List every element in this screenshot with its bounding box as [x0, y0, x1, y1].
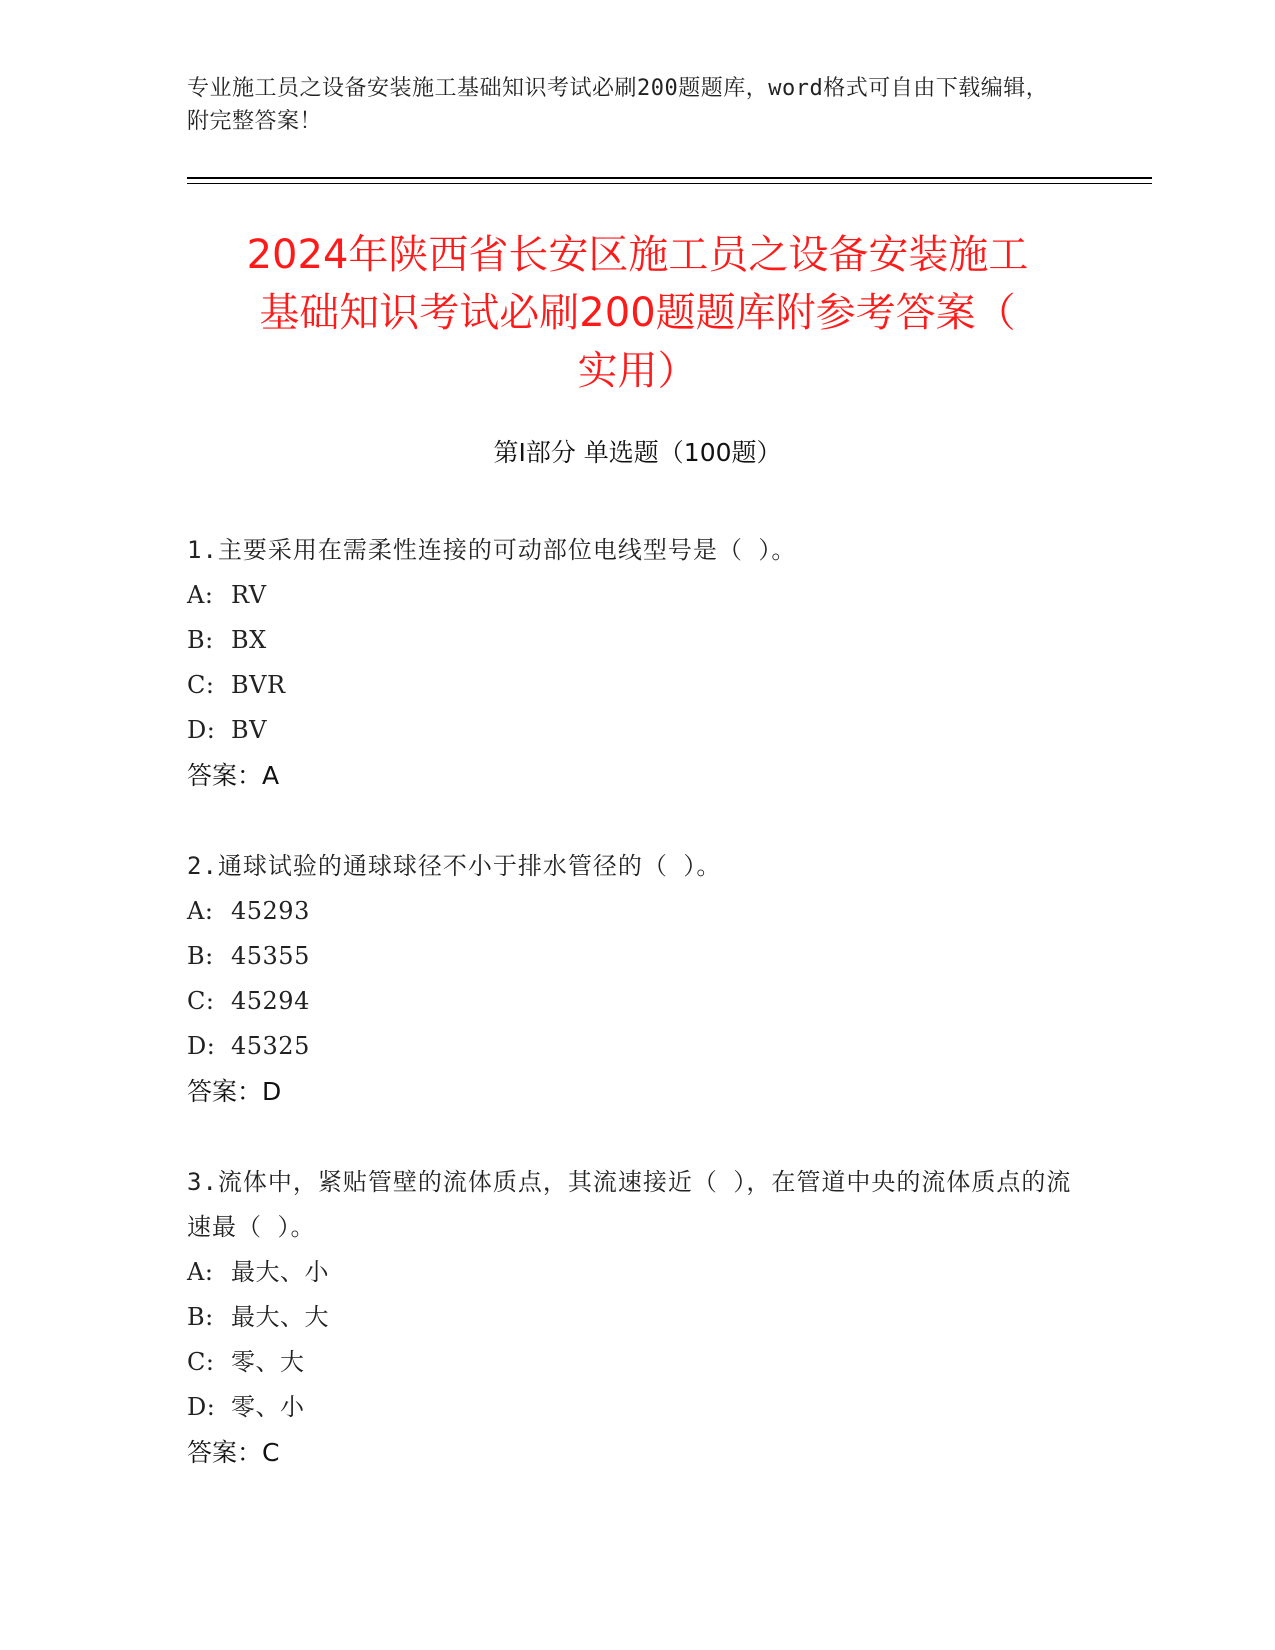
option-b: [187, 934, 1077, 979]
option-letter: D:: [187, 1393, 216, 1421]
document-title-line-2: 基础知识考试必刷200题题库附参考答案（: [259, 290, 1016, 336]
question-stem: 1.主要采用在需柔性连接的可动部位电线型号是（ ）。: [187, 536, 797, 564]
option-letter: C:: [187, 987, 215, 1015]
option-letter: B:: [187, 942, 214, 970]
answer: 答案：C: [187, 1438, 280, 1467]
option-c: [187, 1340, 1077, 1385]
option-d: [187, 708, 1077, 753]
question-list: [187, 528, 1077, 1475]
document-title-line-3: 实用）: [577, 348, 698, 394]
question-gap: [187, 1114, 1077, 1160]
option-text: 最大、大: [231, 1303, 329, 1331]
question-stem: 2.通球试验的通球球径不小于排水管径的（ ）。: [187, 852, 722, 880]
header-note: 专业施工员之设备安装施工基础知识考试必刷200题题库，word格式可自由下载编辑，附完整答案！: [187, 76, 1049, 134]
option-a: [187, 889, 1077, 934]
option-d: [187, 1024, 1077, 1069]
option-letter: D:: [187, 1032, 216, 1060]
option-text: 45355: [231, 942, 310, 970]
question-1: [187, 528, 1077, 798]
option-letter: B:: [187, 1303, 214, 1331]
option-text: RV: [231, 581, 267, 609]
section-title: 第I部分 单选题（100题）: [493, 438, 782, 467]
option-text: 45325: [231, 1032, 310, 1060]
question-gap: [187, 798, 1077, 844]
header-rule-thick: [187, 177, 1152, 179]
option-letter: D:: [187, 716, 216, 744]
question-stem: 3.流体中，紧贴管壁的流体质点，其流速接近（ ），在管道中央的流体质点的流速最（ ）。: [187, 1168, 1072, 1241]
option-text: BVR: [231, 671, 286, 699]
option-text: 零、大: [231, 1348, 305, 1376]
option-a: [187, 1250, 1077, 1295]
document-title: [150, 226, 1125, 400]
option-letter: B:: [187, 626, 214, 654]
option-c: [187, 663, 1077, 708]
question-2: [187, 844, 1077, 1114]
option-b: [187, 1295, 1077, 1340]
answer: 答案：A: [187, 761, 280, 790]
document-title-line-1: 2024年陕西省长安区施工员之设备安装施工: [246, 232, 1029, 278]
option-text: 最大、小: [231, 1258, 329, 1286]
option-text: 零、小: [231, 1393, 305, 1421]
option-text: BX: [231, 626, 267, 654]
option-a: [187, 573, 1077, 618]
option-letter: A:: [187, 581, 214, 609]
answer: 答案：D: [187, 1077, 282, 1106]
option-d: [187, 1385, 1077, 1430]
option-c: [187, 979, 1077, 1024]
option-b: [187, 618, 1077, 663]
option-letter: C:: [187, 671, 215, 699]
option-text: BV: [231, 716, 267, 744]
question-3: [187, 1160, 1077, 1475]
option-letter: A:: [187, 897, 214, 925]
option-letter: A:: [187, 1258, 214, 1286]
option-text: 45293: [231, 897, 310, 925]
option-letter: C:: [187, 1348, 215, 1376]
option-text: 45294: [231, 987, 310, 1015]
header-rule-thin: [187, 183, 1152, 184]
